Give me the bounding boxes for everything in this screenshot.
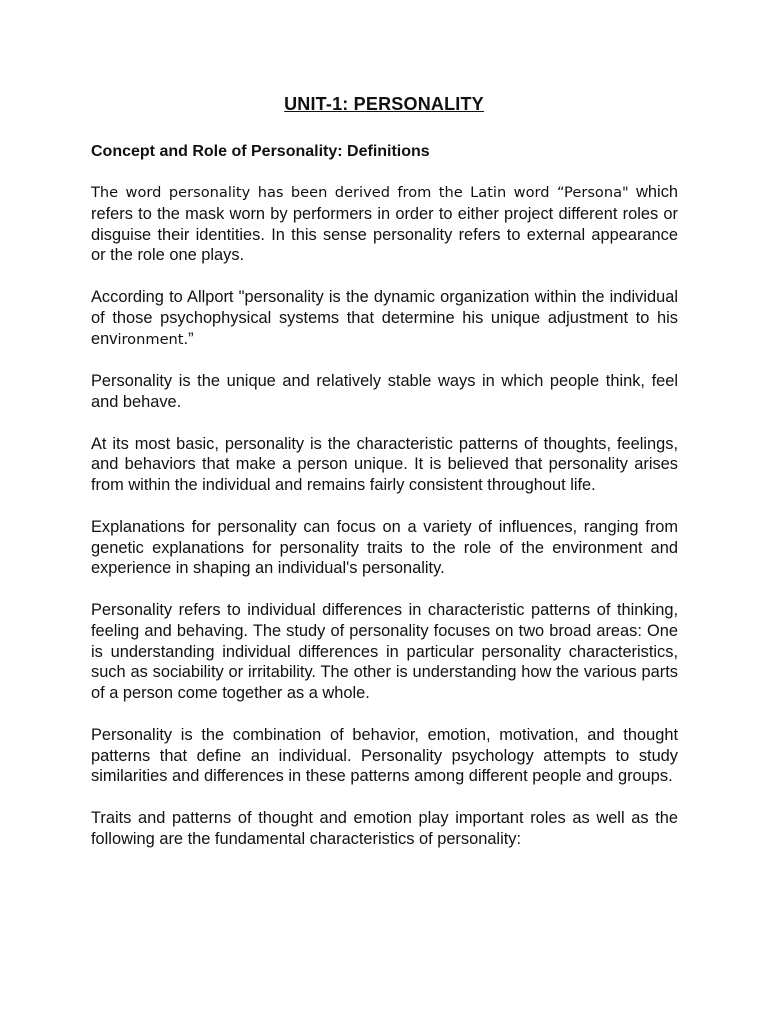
paragraph-3: Personality is the unique and relatively stable ways in which people think, feel and behave. bbox=[91, 372, 678, 411]
paragraph-8: Traits and patterns of thought and emotion play important roles as well as the following are the fundamental characteristics of personality: bbox=[91, 808, 678, 848]
paragraph-6: Personality refers to individual differences in characteristic patterns of thinking, feeling and behaving. The study of personality focuses on two broad areas: One is understanding individual differences in particular personality characteristics, such as sociability or irritability. The other is understanding how the various parts of a person come together as a whole. bbox=[91, 600, 678, 703]
paragraph-2-end: .” bbox=[183, 329, 194, 348]
paragraph-1-rest: which refers to the mask worn by performers in order to either project different roles or disguise their identities. In this sense personality refers to external appearance or the role one plays. bbox=[91, 183, 679, 265]
section-heading: Concept and Role of Personality: Definitions bbox=[91, 143, 430, 160]
paragraph-2-styled-word: ironment bbox=[117, 330, 184, 348]
page-title: UNIT-1: PERSONALITY bbox=[284, 94, 484, 114]
paragraph-2-text: According to Allport "personality is the dynamic organization within the individual of those psychophysical systems that determine his unique adjustment to his env bbox=[91, 287, 678, 348]
paragraph-1 bbox=[91, 182, 678, 266]
paragraph-5: Explanations for personality can focus on a variety of influences, ranging from genetic explanations for personality traits to the role of the environment and experience in shaping an individual's personality. bbox=[91, 517, 678, 578]
document-body bbox=[91, 182, 678, 870]
paragraph-4: At its most basic, personality is the characteristic patterns of thoughts, feelings, and behaviors that make a person unique. It is believed that personality arises from within the individual and remains fairly consistent throughout life. bbox=[91, 434, 678, 495]
paragraph-1-lead: The word personality has been derived from the Latin word “Persona" bbox=[91, 184, 629, 201]
paragraph-7: Personality is the combination of behavior, emotion, motivation, and thought patterns that define an individual. Personality psychology attempts to study similarities and differences in these patterns among different people and groups. bbox=[91, 725, 678, 786]
paragraph-2 bbox=[91, 287, 678, 350]
